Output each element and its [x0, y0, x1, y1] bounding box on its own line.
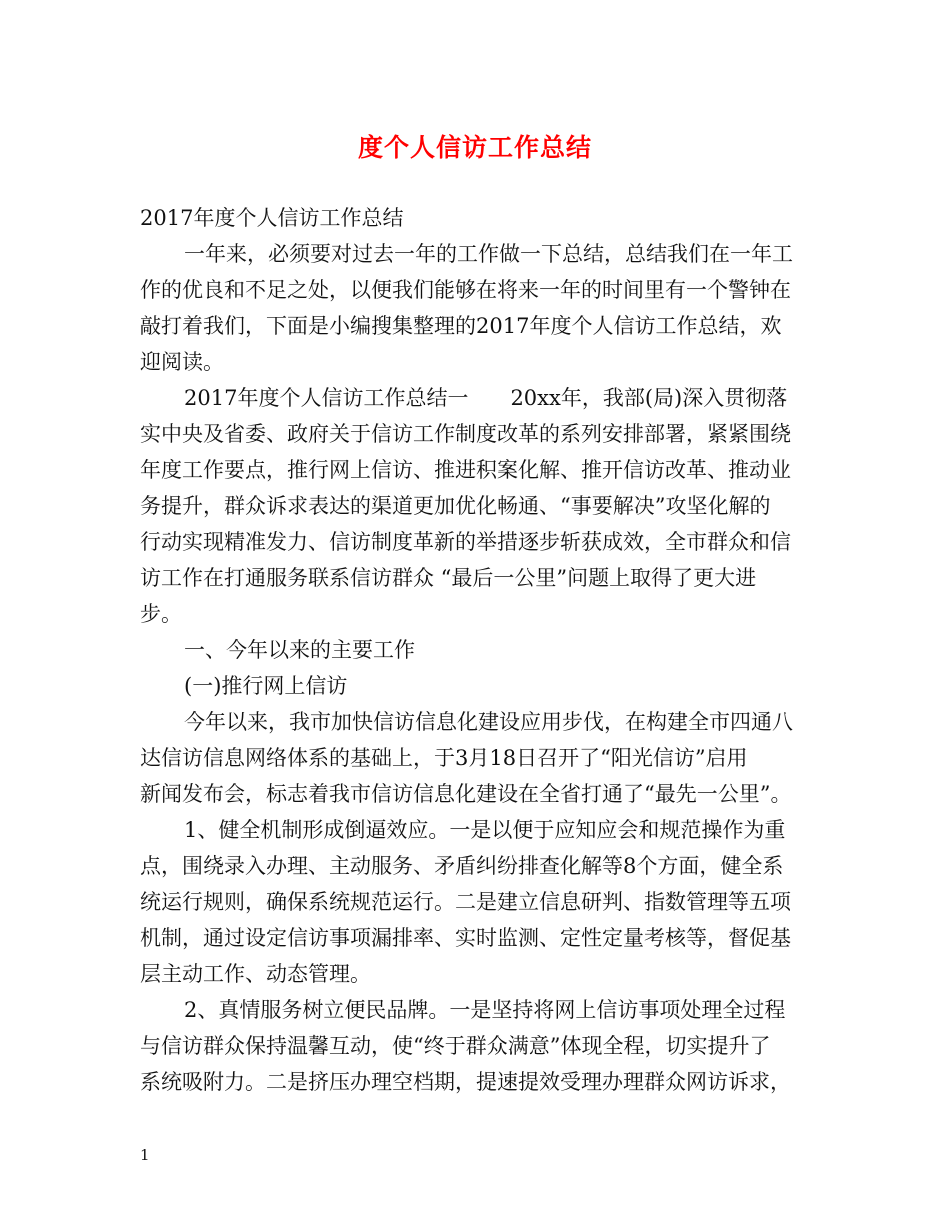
text-line: 迎阅读。: [140, 350, 224, 374]
text-line: 行动实现精准发力、信访制度革新的举措逐步斩获成效，全市群众和信: [140, 530, 791, 554]
document-title: 度个人信访工作总结: [357, 133, 592, 162]
text-line: 2017年度个人信访工作总结一 20xx年，我部(局)深入贯彻落: [184, 386, 788, 410]
text-line: 机制，通过设定信访事项漏排率、实时监测、定性定量考核等，督促基: [140, 926, 791, 950]
text-line: 年度工作要点，推行网上信访、推进积案化解、推开信访改革、推动业: [140, 458, 791, 482]
text-line: 与信访群众保持温馨互动，使“终于群众满意”体现全程，切实提升了: [140, 1034, 771, 1058]
text-line: 作的优良和不足之处，以便我们能够在将来一年的时间里有一个警钟在: [140, 278, 791, 302]
text-line: 达信访信息网络体系的基础上，于3月18日召开了“阳光信访”启用: [140, 746, 748, 770]
text-line: 访工作在打通服务联系信访群众 “最后一公里”问题上取得了更大进: [140, 566, 757, 590]
text-line: 层主动工作、动态管理。: [140, 962, 371, 986]
text-line: 一年来，必须要对过去一年的工作做一下总结，总结我们在一年工: [184, 242, 793, 266]
text-line: 系统吸附力。二是挤压办理空档期，提速提效受理办理群众网访诉求，: [140, 1070, 791, 1094]
text-line: 新闻发布会，标志着我市信访信息化建设在全省打通了“最先一公里”。: [140, 782, 792, 806]
text-line: 敲打着我们，下面是小编搜集整理的2017年度个人信访工作总结，欢: [140, 314, 782, 338]
text-line: 1、健全机制形成倒逼效应。一是以便于应知应会和规范操作为重: [184, 818, 786, 842]
text-line: (一)推行网上信访: [184, 674, 348, 698]
text-line: 步。: [140, 602, 182, 626]
page-number: 1: [140, 1146, 150, 1164]
text-line: 一、今年以来的主要工作: [184, 638, 415, 662]
document-body: [140, 200, 820, 1100]
text-line: 今年以来，我市加快信访信息化建设应用步伐，在构建全市四通八: [184, 710, 793, 734]
text-line: 实中央及省委、政府关于信访工作制度改革的系列安排部署，紧紧围绕: [140, 422, 791, 446]
text-line: 务提升，群众诉求表达的渠道更加优化畅通、“事要解决”攻坚化解的: [140, 494, 771, 518]
text-line: 点，围绕录入办理、主动服务、矛盾纠纷排查化解等8个方面，健全系: [140, 854, 784, 878]
text-line: 2017年度个人信访工作总结: [140, 206, 404, 230]
text-line: 统运行规则，确保系统规范运行。二是建立信息研判、指数管理等五项: [140, 890, 791, 914]
text-line: 2、真情服务树立便民品牌。一是坚持将网上信访事项处理全过程: [184, 998, 786, 1022]
